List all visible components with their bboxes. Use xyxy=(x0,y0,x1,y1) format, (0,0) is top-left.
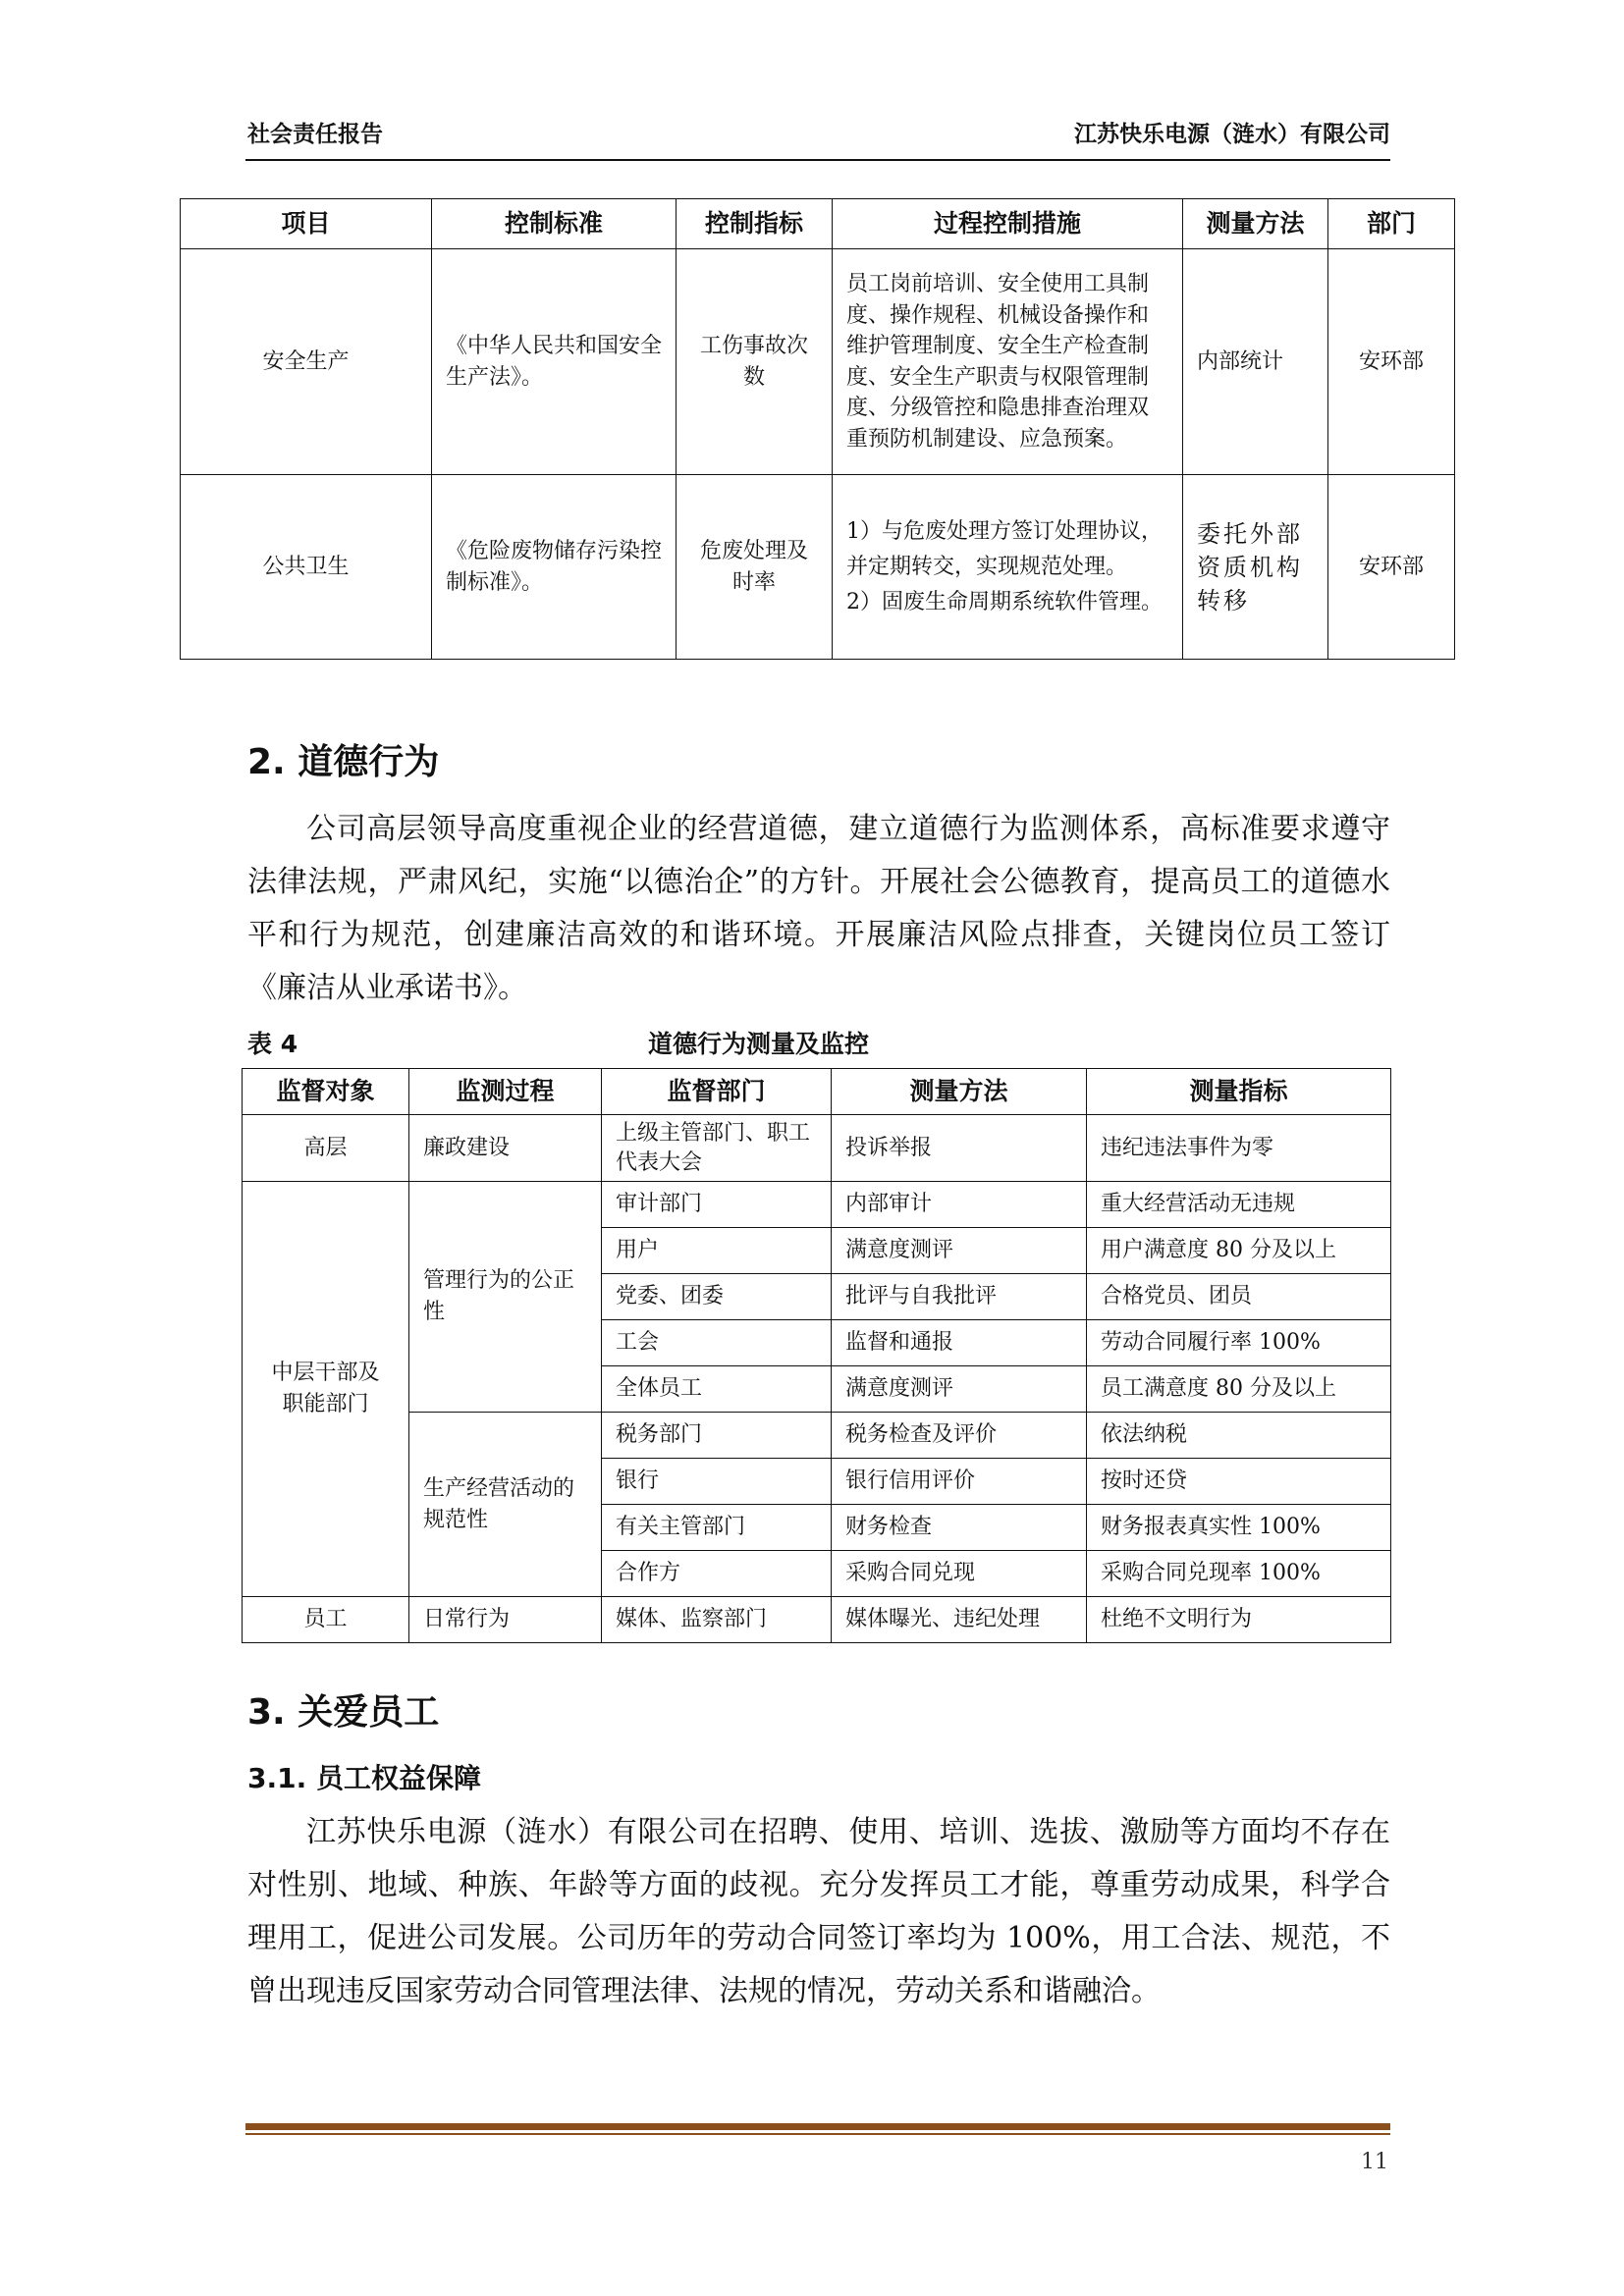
table-caption-title: 道德行为测量及监控 xyxy=(648,1030,870,1058)
cell-dept: 审计部门 xyxy=(602,1182,832,1228)
table-row xyxy=(181,249,1455,475)
cell-dept: 安环部 xyxy=(1328,249,1455,475)
cell-indicator: 工伤事故次数 xyxy=(677,249,833,475)
cell-method: 满意度测评 xyxy=(832,1366,1087,1413)
cell-dept: 上级主管部门、职工代表大会 xyxy=(602,1115,832,1182)
cell-method: 银行信用评价 xyxy=(832,1459,1087,1505)
table-row xyxy=(243,1115,1391,1182)
cell-object: 高层 xyxy=(243,1115,409,1182)
column-header: 监测过程 xyxy=(409,1069,602,1115)
cell-dept: 合作方 xyxy=(602,1551,832,1597)
column-header: 项目 xyxy=(181,199,432,249)
measure-line: 2）固废生命周期系统软件管理。 xyxy=(846,589,1163,614)
cell-indicator: 依法纳税 xyxy=(1087,1413,1391,1459)
table-row xyxy=(181,475,1455,660)
table-header-row xyxy=(181,199,1455,249)
cell-measures: 员工岗前培训、安全使用工具制度、操作规程、机械设备操作和维护管理制度、安全生产检查制度、安全生产职责与权限管理制度、分级管控和隐患排查治理双重预防机制建设、应急预案。 xyxy=(833,249,1183,475)
header-divider xyxy=(245,159,1390,161)
cell-method: 财务检查 xyxy=(832,1505,1087,1551)
section-heading: 3. 关爱员工 xyxy=(247,1692,440,1733)
cell-item: 安全生产 xyxy=(181,249,432,475)
header-report-title: 社会责任报告 xyxy=(247,122,383,147)
cell-indicator: 合格党员、团员 xyxy=(1087,1274,1391,1320)
cell-method: 批评与自我批评 xyxy=(832,1274,1087,1320)
column-header: 测量方法 xyxy=(832,1069,1087,1115)
cell-dept: 工会 xyxy=(602,1320,832,1366)
measure-line: 1）与危废处理方签订处理协议，并定期转交，实现规范处理。 xyxy=(846,518,1163,579)
cell-measures xyxy=(833,475,1183,660)
column-header: 控制标准 xyxy=(432,199,677,249)
control-table xyxy=(180,198,1455,660)
cell-process: 廉政建设 xyxy=(409,1115,602,1182)
cell-process: 生产经营活动的规范性 xyxy=(409,1413,602,1597)
cell-method: 投诉举报 xyxy=(832,1115,1087,1182)
cell-indicator: 劳动合同履行率 100% xyxy=(1087,1320,1391,1366)
cell-method: 满意度测评 xyxy=(832,1228,1087,1274)
cell-method: 内部审计 xyxy=(832,1182,1087,1228)
column-header: 监督部门 xyxy=(602,1069,832,1115)
section-heading: 2. 道德行为 xyxy=(247,742,440,782)
cell-method: 采购合同兑现 xyxy=(832,1551,1087,1597)
cell-method: 媒体曝光、违纪处理 xyxy=(832,1597,1087,1643)
cell-indicator: 违纪违法事件为零 xyxy=(1087,1115,1391,1182)
table-row xyxy=(243,1182,1391,1228)
column-header: 监督对象 xyxy=(243,1069,409,1115)
cell-dept: 全体员工 xyxy=(602,1366,832,1413)
cell-dept: 税务部门 xyxy=(602,1413,832,1459)
cell-method: 委托外部资质机构转移 xyxy=(1183,475,1328,660)
cell-dept: 安环部 xyxy=(1328,475,1455,660)
cell-standard: 《中华人民共和国安全生产法》。 xyxy=(432,249,677,475)
cell-process: 日常行为 xyxy=(409,1597,602,1643)
cell-indicator: 用户满意度 80 分及以上 xyxy=(1087,1228,1391,1274)
footer-rule xyxy=(245,2123,1390,2130)
cell-indicator: 危废处理及时率 xyxy=(677,475,833,660)
cell-object: 员工 xyxy=(243,1597,409,1643)
cell-indicator: 财务报表真实性 100% xyxy=(1087,1505,1391,1551)
section-paragraph: 公司高层领导高度重视企业的经营道德，建立道德行为监测体系，高标准要求遵守法律法规，严肃风纪，实施“以德治企”的方针。开展社会公德教育，提高员工的道德水平和行为规范，创建廉洁高效的和谐环境。开展廉洁风险点排查，关键岗位员工签订《廉洁从业承诺书》。 xyxy=(247,812,1390,1005)
cell-process: 管理行为的公正性 xyxy=(409,1182,602,1413)
cell-indicator: 采购合同兑现率 100% xyxy=(1087,1551,1391,1597)
cell-indicator: 重大经营活动无违规 xyxy=(1087,1182,1391,1228)
column-header: 测量指标 xyxy=(1087,1069,1391,1115)
header-company-name: 江苏快乐电源（涟水）有限公司 xyxy=(1074,122,1390,147)
table-header-row xyxy=(243,1069,1391,1115)
ethics-monitoring-table xyxy=(242,1068,1391,1643)
cell-dept: 党委、团委 xyxy=(602,1274,832,1320)
cell-dept: 有关主管部门 xyxy=(602,1505,832,1551)
page-number: 11 xyxy=(1361,2150,1388,2174)
cell-object: 中层干部及职能部门 xyxy=(243,1182,409,1597)
column-header: 过程控制措施 xyxy=(833,199,1183,249)
column-header: 测量方法 xyxy=(1183,199,1328,249)
cell-item: 公共卫生 xyxy=(181,475,432,660)
cell-indicator: 杜绝不文明行为 xyxy=(1087,1597,1391,1643)
subsection-heading: 3.1. 员工权益保障 xyxy=(247,1762,481,1794)
section-paragraph: 江苏快乐电源（涟水）有限公司在招聘、使用、培训、选拔、激励等方面均不存在对性别、地域、种族、年龄等方面的歧视。充分发挥员工才能，尊重劳动成果，科学合理用工，促进公司发展。公司历年的劳动合同签订率均为 100%，用工合法、规范，不曾出现违反国家劳动合同管理法律、法规的情况，劳动关系和谐融洽。 xyxy=(247,1815,1390,2008)
cell-dept: 银行 xyxy=(602,1459,832,1505)
cell-dept: 媒体、监察部门 xyxy=(602,1597,832,1643)
table-row xyxy=(243,1597,1391,1643)
cell-method: 监督和通报 xyxy=(832,1320,1087,1366)
column-header: 控制指标 xyxy=(677,199,833,249)
cell-standard: 《危险废物储存污染控制标准》。 xyxy=(432,475,677,660)
cell-indicator: 员工满意度 80 分及以上 xyxy=(1087,1366,1391,1413)
cell-method: 内部统计 xyxy=(1183,249,1328,475)
footer-rule-thin xyxy=(245,2133,1390,2135)
cell-dept: 用户 xyxy=(602,1228,832,1274)
cell-method: 税务检查及评价 xyxy=(832,1413,1087,1459)
cell-indicator: 按时还贷 xyxy=(1087,1459,1391,1505)
column-header: 部门 xyxy=(1328,199,1455,249)
table-row xyxy=(243,1413,1391,1459)
table-caption-number: 表 4 xyxy=(247,1030,298,1058)
